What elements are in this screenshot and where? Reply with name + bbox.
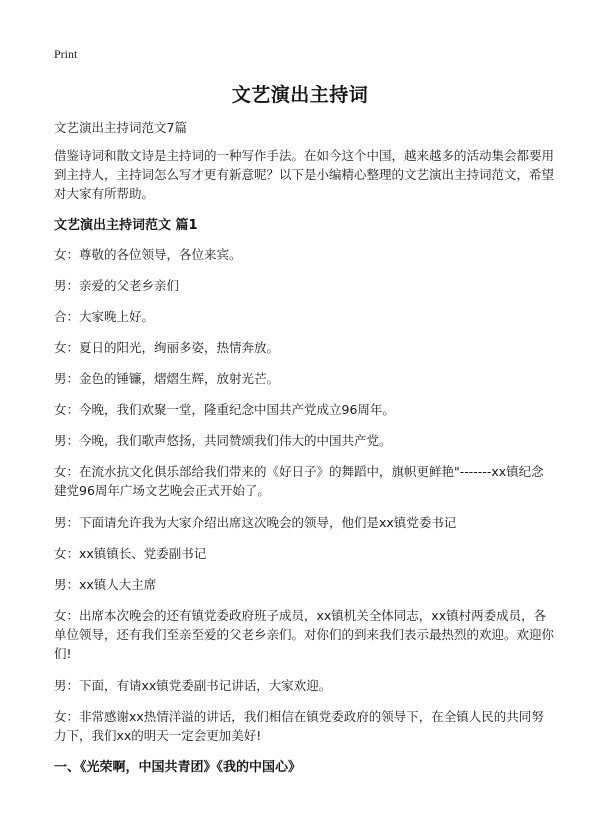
- dialogue-line: 女：xx镇镇长、党委副书记: [54, 546, 207, 561]
- dialogue-line: 女：非常感谢xx热情洋溢的讲话，我们相信在镇党委政府的领导下，在全镇人民的共同努力下，我们xx的明天一定会更加美好!: [54, 709, 544, 743]
- document-body: [54, 118, 554, 777]
- dialogue-line: 男：今晚，我们歌声悠扬，共同赞颂我们伟大的中国共产党。: [54, 433, 392, 448]
- dialogue-line: 男：下面，有请xx镇党委副书记讲话，大家欢迎。: [54, 678, 332, 693]
- dialogue-list: [54, 245, 554, 745]
- dialogue-line: 女：夏日的阳光，绚丽多姿，热情奔放。: [54, 340, 280, 355]
- dialogue-line: 合：大家晚上好。: [54, 309, 155, 324]
- page-title: 文艺演出主持词: [231, 84, 369, 106]
- dialogue-line: 男：xx镇人大主席: [54, 577, 157, 592]
- dialogue-line: 女：在流水抗文化俱乐部给我们带来的《好日子》的舞蹈中，旗帜更鲜艳"-------xx镇纪念建党96周年广场文艺晚会正式开始了。: [54, 464, 544, 498]
- dialogue-line: 男：亲爱的父老乡亲们: [54, 278, 180, 293]
- intro-paragraph: 借鉴诗词和散文诗是主持词的一种写作手法。在如今这个中国，越来越多的活动集会都要用到主持人，主持词怎么写才更有新意呢？以下是小编精心整理的文艺演出主持词范文，希望对大家有所帮助。: [54, 148, 555, 201]
- dialogue-line: 女：出席本次晚会的还有镇党委政府班子成员，xx镇机关全体同志，xx镇村两委成员，各单位领导，还有我们至亲至爱的父老乡亲们。对你们的到来我们表示最热烈的欢迎。欢迎你们!: [54, 608, 555, 661]
- dialogue-line: 女：尊敬的各位领导，各位来宾。: [54, 247, 242, 262]
- dialogue-line: 男：下面请允许我为大家介绍出席这次晚会的领导，他们是xx镇党委书记: [54, 515, 457, 530]
- document-subtitle: 文艺演出主持词范文7篇: [54, 120, 187, 135]
- dialogue-line: 男：金色的锤镰，熠熠生辉，放射光芒。: [54, 371, 280, 386]
- dialogue-line: 女：今晚，我们欢聚一堂，隆重纪念中国共产党成立96周年。: [54, 402, 395, 417]
- program-heading: 一、《光荣啊，中国共青团》《我的中国心》: [54, 760, 302, 775]
- section-heading: 文艺演出主持词范文 篇1: [54, 218, 198, 233]
- print-label[interactable]: Print: [54, 47, 78, 61]
